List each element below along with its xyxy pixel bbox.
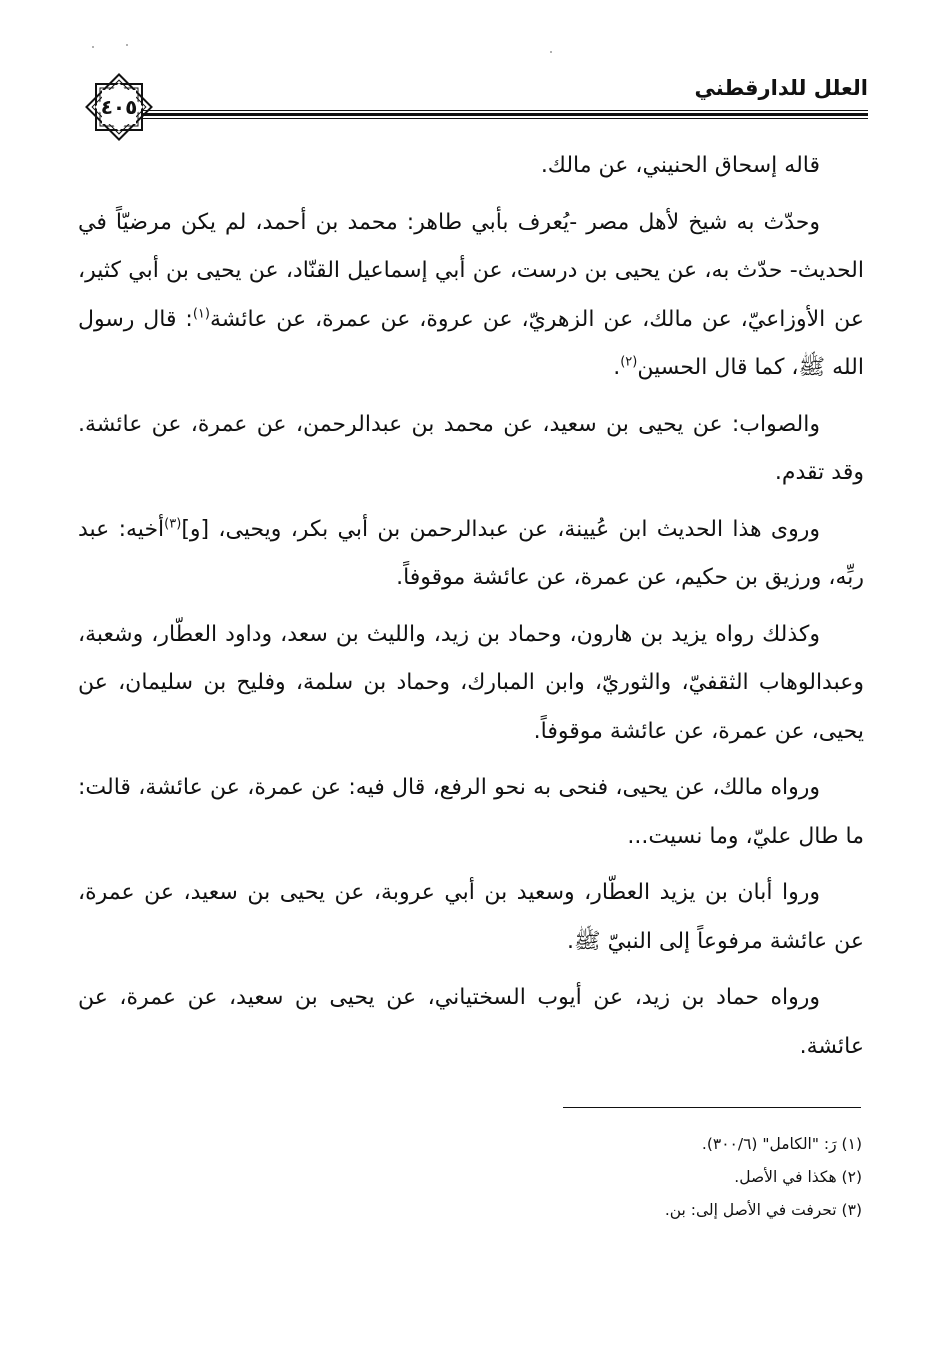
header-rule: [142, 110, 868, 122]
main-text: [78, 142, 864, 1079]
footnote-ref: (٢): [620, 354, 638, 370]
book-title: العلل للدارقطني: [694, 76, 868, 100]
paragraph: وروا أبان بن يزيد العطّار، وسعيد بن أبي عروبة، عن يحيى بن سعيد، عن عمرة، عن عائشة مرفوعاً إلى النبيّ ﷺ.: [78, 880, 864, 954]
running-header: [82, 70, 868, 130]
footnote: (٣) تحرفت في الأصل إلى: بن.: [664, 1201, 862, 1219]
paragraph: وكذلك رواه يزيد بن هارون، وحماد بن زيد، والليث بن سعد، وداود العطّار، وشعبة، وعبدالوهاب الثقفيّ، والثوريّ، وابن المبارك، وحماد بن سلمة، وفليح بن سليمان، عن يحيى، عن عمرة، عن عائشة موقوفاً.: [78, 621, 864, 744]
paragraph: ورواه مالك، عن يحيى، فنحى به نحو الرفع، قال فيه: عن عمرة، عن عائشة، قالت: ما طال عليّ، وما نسيت...: [78, 775, 864, 849]
paragraph: وروى هذا الحديث ابن عُيينة، عن عبدالرحمن بن أبي بكر، ويحيى، [و]$^{(٣)}$أخيه: عبد ربِّه، ورزيق بن حكيم، عن عمرة، عن عائشة موقوفاً.: [78, 516, 864, 590]
scan-speck: [126, 44, 128, 46]
footnote-ref: (١): [192, 306, 210, 322]
footnote-ref: (٣): [164, 516, 182, 532]
paragraph: ورواه حماد بن زيد، عن أيوب السختياني، عن يحيى بن سعيد، عن عمرة، عن عائشة.: [78, 985, 864, 1059]
scan-speck: [92, 46, 94, 48]
footnote-separator: [563, 1107, 861, 1108]
footnotes: [300, 1128, 862, 1227]
paragraph: وحدّث به شيخ لأهل مصر -يُعرف بأبي طاهر: محمد بن أحمد، لم يكن مرضيّاً في الحديث- حدّث به، عن يحيى بن درست، عن أبي إسماعيل القنّاد، عن يحيى بن أبي كثير، عن الأوزاعيّ، عن مالك، عن الزهريّ، عن عروة، عن عمرة، عن عائشة$^{(١)}$: قال رسول الله ﷺ، كما قال الحسين$^{(٢)}$.: [78, 209, 864, 380]
page-number: ٤٠٥: [100, 95, 138, 119]
footnote: (١) رَ: "الكامل" (٣٠٠/٦).: [701, 1135, 862, 1153]
paragraph: والصواب: عن يحيى بن سعيد، عن محمد بن عبدالرحمن، عن عمرة، عن عائشة. وقد تقدم.: [78, 411, 864, 485]
paragraph: قاله إسحاق الحنيني، عن مالك.: [540, 153, 820, 178]
footnote: (٢) هكذا في الأصل.: [734, 1168, 862, 1186]
scan-speck: [550, 51, 552, 53]
page-number-badge: [82, 70, 156, 144]
